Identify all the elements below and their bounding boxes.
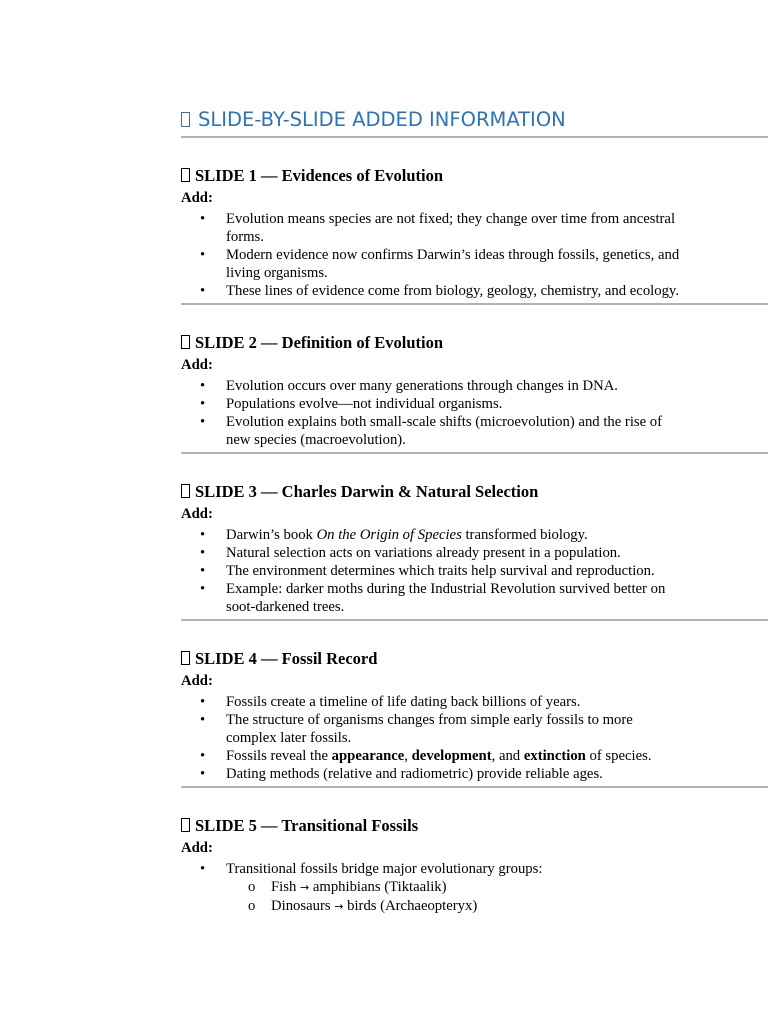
slide-heading bbox=[181, 481, 768, 503]
text-run: Fish bbox=[271, 879, 297, 895]
add-label: Add: bbox=[181, 673, 213, 689]
slide-heading-text: SLIDE 3 — Charles Darwin & Natural Selection bbox=[195, 482, 539, 501]
missing-glyph-box-icon bbox=[181, 818, 190, 832]
sub-list-item bbox=[226, 897, 686, 916]
slide-heading-text: SLIDE 2 — Definition of Evolution bbox=[195, 333, 443, 352]
slide-heading-text: SLIDE 5 — Transitional Fossils bbox=[195, 816, 419, 835]
text-run: Darwin’s book bbox=[226, 527, 317, 543]
list-item: • These lines of evidence come from biology, geology, chemistry, and ecology. bbox=[181, 282, 686, 300]
list-item: • Natural selection acts on variations already present in a population. bbox=[181, 544, 686, 562]
sub-list-item bbox=[226, 878, 686, 897]
text-run: , bbox=[404, 748, 412, 764]
missing-glyph-box-icon bbox=[181, 335, 190, 349]
bullet-list bbox=[181, 377, 768, 449]
missing-glyph-box-icon bbox=[181, 112, 190, 127]
slide-section-1 bbox=[181, 138, 768, 305]
right-arrow-icon: → bbox=[334, 900, 344, 913]
list-item: • Fossils create a timeline of life dating back billions of years. bbox=[181, 693, 686, 711]
slide-heading-text: SLIDE 4 — Fossil Record bbox=[195, 649, 378, 668]
text-run: amphibians (Tiktaalik) bbox=[312, 879, 447, 895]
list-item: • Populations evolve—not individual organisms. bbox=[181, 395, 686, 413]
text-run: , and bbox=[491, 748, 524, 764]
slide-section-4 bbox=[181, 621, 768, 788]
list-item bbox=[181, 860, 686, 916]
bold-term: development bbox=[411, 748, 492, 764]
text-run: birds (Archaeopteryx) bbox=[347, 898, 478, 914]
text-run: Fossils reveal the bbox=[226, 748, 332, 764]
list-item: • Evolution means species are not fixed; they change over time from ancestral forms. bbox=[181, 210, 686, 246]
slide-section-2 bbox=[181, 305, 768, 454]
bullet-list bbox=[181, 210, 768, 300]
slide-section-5 bbox=[181, 788, 768, 916]
bullet-list bbox=[181, 526, 768, 616]
document-page bbox=[181, 106, 768, 916]
right-arrow-icon: → bbox=[299, 881, 310, 894]
missing-glyph-box-icon bbox=[181, 651, 190, 665]
list-item bbox=[181, 526, 686, 544]
bullet-list bbox=[181, 693, 768, 783]
text-run: transformed biology. bbox=[461, 527, 588, 543]
add-label: Add: bbox=[181, 357, 213, 373]
bold-term: extinction bbox=[523, 748, 586, 764]
bullet-list bbox=[181, 860, 768, 916]
list-item: • Example: darker moths during the Industrial Revolution survived better on soot-darkened trees. bbox=[181, 580, 686, 616]
slide-heading bbox=[181, 165, 768, 187]
bold-term: appearance bbox=[331, 748, 405, 764]
sub-list bbox=[226, 878, 686, 916]
list-item bbox=[181, 747, 686, 765]
slide-heading bbox=[181, 648, 768, 670]
text-run: Transitional fossils bridge major evolutionary groups: bbox=[226, 861, 543, 877]
list-item: • Evolution occurs over many generations through changes in DNA. bbox=[181, 377, 686, 395]
slide-section-3 bbox=[181, 454, 768, 621]
missing-glyph-box-icon bbox=[181, 168, 190, 182]
add-label: Add: bbox=[181, 840, 213, 856]
text-run: of species. bbox=[585, 748, 652, 764]
add-label: Add: bbox=[181, 190, 213, 206]
document-title-text: SLIDE-BY-SLIDE ADDED INFORMATION bbox=[198, 108, 566, 131]
missing-glyph-box-icon bbox=[181, 484, 190, 498]
list-item: • The environment determines which traits help survival and reproduction. bbox=[181, 562, 686, 580]
text-run: Dinosaurs bbox=[271, 898, 331, 914]
add-label: Add: bbox=[181, 506, 213, 522]
list-item: • The structure of organisms changes from simple early fossils to more complex later fossils. bbox=[181, 711, 686, 747]
slide-heading bbox=[181, 332, 768, 354]
book-title: On the Origin of Species bbox=[316, 527, 462, 543]
list-item: • Dating methods (relative and radiometric) provide reliable ages. bbox=[181, 765, 686, 783]
list-item: • Evolution explains both small-scale shifts (microevolution) and the rise of new species (macroevolution). bbox=[181, 413, 686, 449]
slide-heading bbox=[181, 815, 768, 837]
list-item: • Modern evidence now confirms Darwin’s ideas through fossils, genetics, and living organisms. bbox=[181, 246, 686, 282]
slide-heading-text: SLIDE 1 — Evidences of Evolution bbox=[195, 166, 443, 185]
document-title bbox=[181, 106, 768, 138]
